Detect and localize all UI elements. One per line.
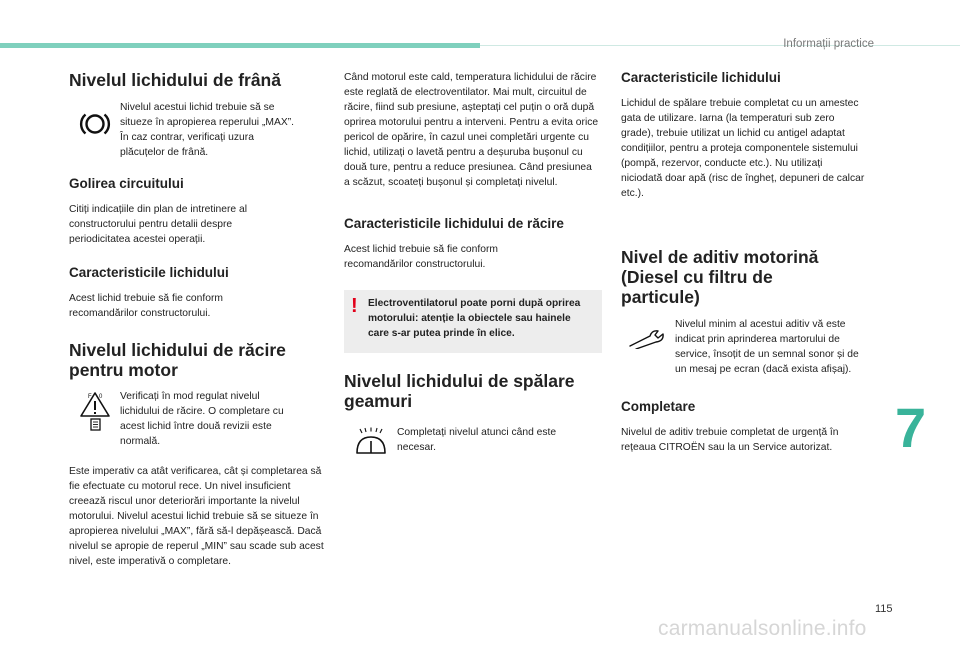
additive-text: Nivelul minim al acestui aditiv vă este indicat prin aprinderea martorului de service, însoțit de un semnal sonor și de un mesaj pe ecran (dacă exista afișaj). <box>675 319 859 375</box>
brake-warning-icon <box>69 100 120 160</box>
coolant-spec-text: Acest lichid trebuie să fie conform recomandărilor constructorului. <box>344 244 498 270</box>
drain-text: Citiți indicațiile din plan de intretinere al constructorului pentru detalii despre periodicitatea acestei operații. <box>69 204 248 245</box>
topup-heading: Completare <box>621 399 696 414</box>
drain-heading: Golirea circuitului <box>69 176 184 191</box>
svg-text:0: 0 <box>98 394 102 400</box>
brake-spec-heading: Caracteristicile lichidului <box>69 265 229 280</box>
header-accent-bar <box>0 43 480 48</box>
washer-spec-heading: Caracteristicile lichidului <box>621 70 781 85</box>
coolant-heading: Nivelul lichidului de răcire pentru motor <box>69 340 286 380</box>
header-divider <box>480 45 960 46</box>
washer-block <box>344 425 602 459</box>
coolant-warning-icon <box>69 389 120 449</box>
washer-fluid-icon <box>344 425 397 459</box>
brake-fluid-block <box>69 100 327 160</box>
additive-block <box>621 317 879 377</box>
fan-warning-text: Electroventilatorul poate porni după oprirea motorului: atenție la obiectele sau hainele care s-ar putea prinde în elice. <box>368 298 581 339</box>
topup-text: Nivelul de aditiv trebuie completat de urgență în rețeaua CITROËN sau la un Service autorizat. <box>621 427 839 453</box>
brake-fluid-heading: Nivelul lichidului de frână <box>69 70 281 90</box>
section-title: Informații practice <box>783 38 874 50</box>
right-column <box>621 70 879 455</box>
washer-text: Completați nivelul atunci când este necesar. <box>397 427 557 453</box>
brake-fluid-text: Nivelul acestui lichid trebuie să se situeze în apropierea reperului „MAX”. În caz contrar, verificați uzura plăcuțelor de frână. <box>120 102 294 158</box>
washer-spec-text: Lichidul de spălare trebuie completat cu un amestec gata de utilizare. Iarna (la temperaturi sub zero grade), trebuie utilizat un lichid cu antigel adaptat condițiilor, pentru a proteja componentele sistemului (pompă, rezervor, conducte etc.). Nu utilizați niciodată doar apă (risc de îngheț, depuneri de calcar etc.). <box>621 98 865 199</box>
chapter-number: 7 <box>895 396 927 459</box>
warning-icon: ! <box>351 295 358 317</box>
fan-warning-box <box>344 290 602 353</box>
additive-heading: Nivel de aditiv motorină (Diesel cu filtru de particule) <box>621 247 819 307</box>
coolant-text: Este imperativ ca atât verificarea, cât și completarea să fie efectuate cu motorul rece. Un nivel insuficient creează riscul unor deteriorări importante la nivelul motorului. Nivelul acestui lichid trebuie să se situeze în apropierea nivelului „MAX”, fără să-l depășească. Dacă nivelul se apropie de reperul „MIN” sau scade sub acest nivel, este imperativă o completare. <box>69 466 324 567</box>
left-column <box>69 70 327 569</box>
svg-text:F: F <box>87 394 92 400</box>
watermark: carmanualsonline.info <box>658 617 867 640</box>
spanner-icon <box>621 317 675 377</box>
brake-spec-text: Acest lichid trebuie să fie conform recomandărilor constructorului. <box>69 293 223 319</box>
page-number: 115 <box>875 603 893 615</box>
coolant-spec-heading: Caracteristicile lichidului de răcire <box>344 216 564 231</box>
washer-heading: Nivelul lichidului de spălare geamuri <box>344 371 575 411</box>
hot-engine-text: Când motorul este cald, temperatura lichidului de răcire este reglată de electroventilator. Mai mult, circuitul de răcire, fiind sub presiune, așteptați cel puțin o oră după oprirea motorului pentru a interveni. Pentru a evita orice pericol de opărire, în cazul unei completări urgente cu lichid, utilizați o lavetă pentru a deșuruba bușonul cu două ture, pentru a reduce presiunea. Când presiunea a scăzut, scoateți bușonul și completați nivelul. <box>344 72 599 188</box>
coolant-icon-text: Verificați în mod regulat nivelul lichidului de răcire. O completare cu acest lichid între două revizii este normală. <box>120 391 284 447</box>
coolant-block <box>69 389 327 449</box>
middle-column <box>344 70 602 459</box>
